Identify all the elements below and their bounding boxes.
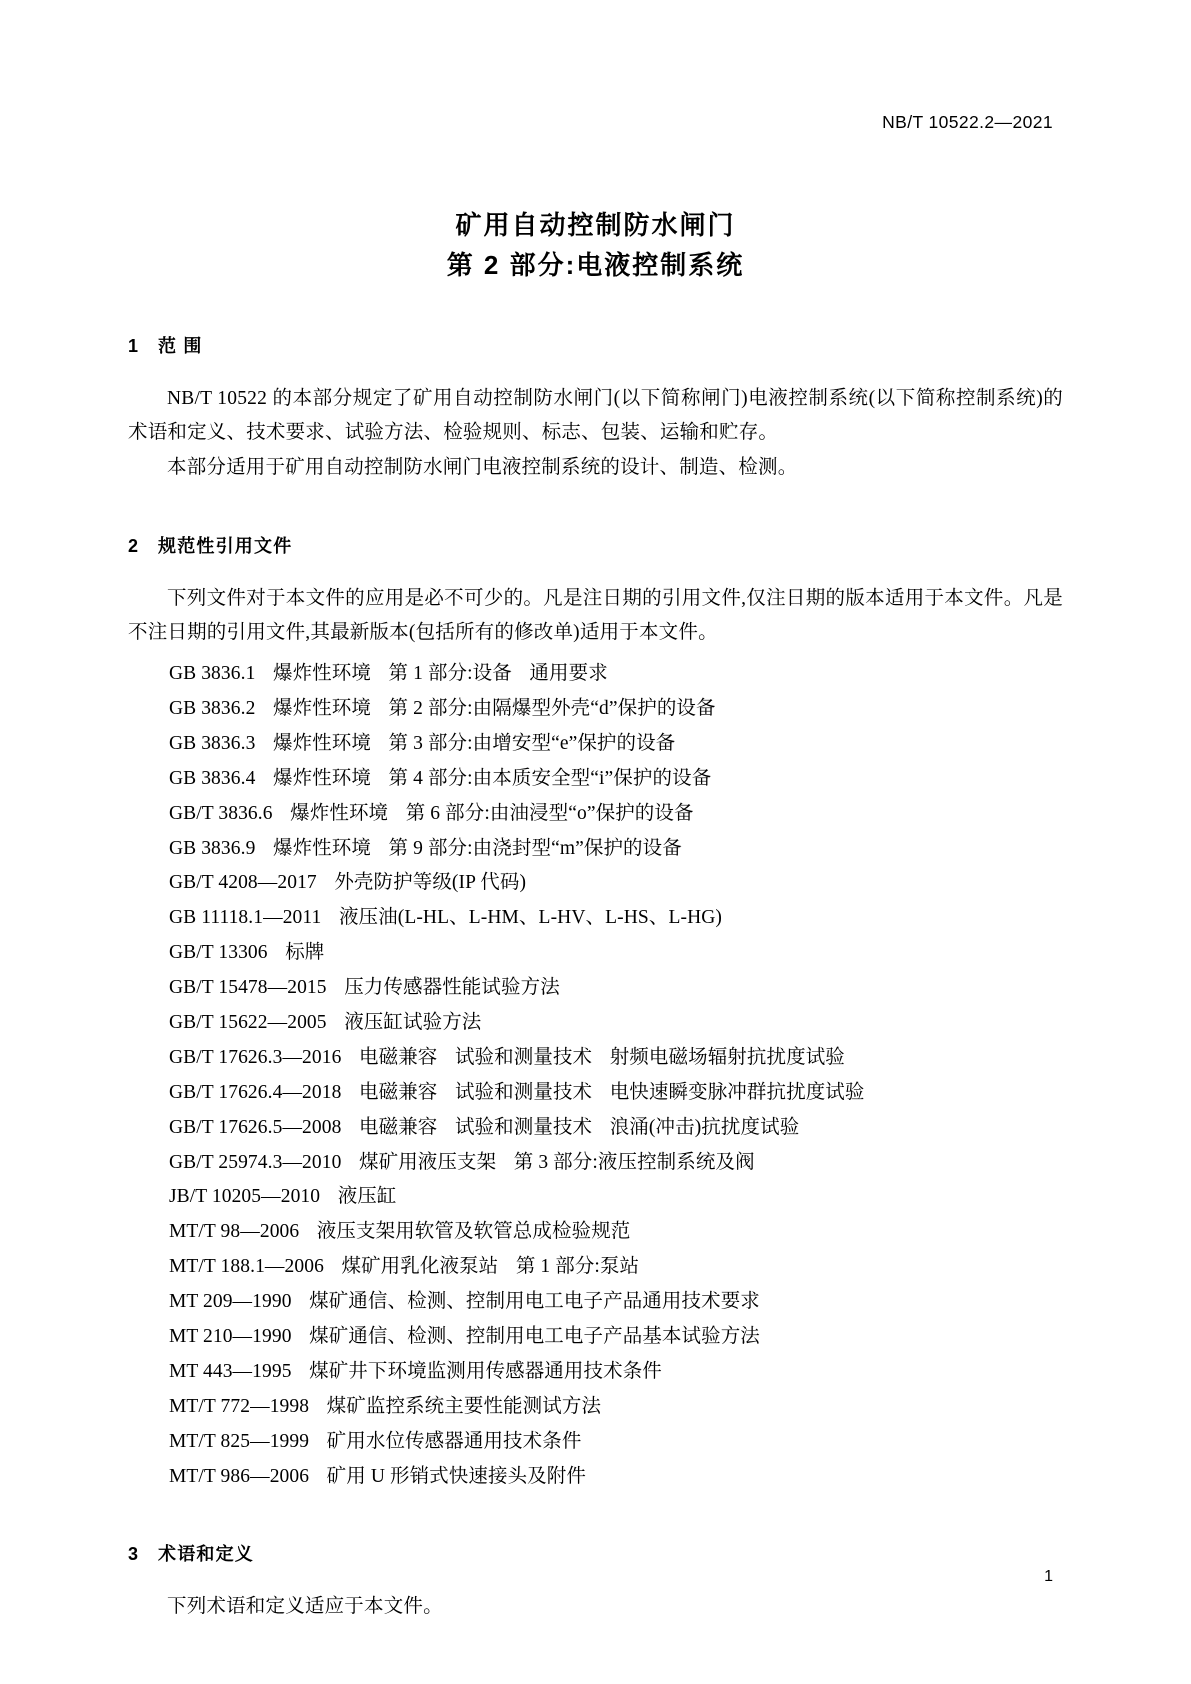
reference-part: 矿用 U 形销式快速接头及附件 <box>326 1465 586 1487</box>
list-item <box>128 1285 1063 1320</box>
list-item <box>128 971 1063 1006</box>
list-item <box>128 1460 1063 1495</box>
reference-part: 压力传感器性能试验方法 <box>344 977 560 999</box>
section-heading-1 <box>128 332 1063 358</box>
section-number-3: 3 <box>128 1544 140 1565</box>
reference-code: MT/T 98—2006 <box>168 1221 300 1243</box>
list-item <box>128 832 1063 867</box>
reference-extra: 射频电磁场辐射抗扰度试验 <box>609 1046 845 1068</box>
reference-code: GB/T 17626.3—2016 <box>168 1046 342 1068</box>
reference-code: MT 209—1990 <box>168 1291 292 1313</box>
reference-desc: 第 1 部分:泵站 <box>515 1256 640 1278</box>
reference-code: MT/T 986—2006 <box>168 1465 310 1487</box>
reference-desc: 试验和测量技术 <box>454 1046 593 1068</box>
reference-part: 液压缸试验方法 <box>344 1012 482 1034</box>
page-title <box>128 205 1063 286</box>
list-item <box>128 901 1063 936</box>
reference-part: 爆炸性环境 <box>272 837 371 859</box>
page-header <box>128 0 1063 133</box>
reference-part: 液压支架用软管及软管总成检验规范 <box>316 1221 631 1243</box>
reference-part: 爆炸性环境 <box>272 698 371 719</box>
list-item <box>128 657 1063 692</box>
reference-code: JB/T 10205—2010 <box>168 1186 321 1208</box>
reference-desc: 第 2 部分:由隔爆型外壳“d”保护的设备 <box>388 698 716 719</box>
reference-code: MT 210—1990 <box>168 1326 292 1348</box>
list-item <box>128 1041 1063 1076</box>
page-number: 1 <box>1044 1568 1053 1585</box>
reference-desc: 第 9 部分:由浇封型“m”保护的设备 <box>388 837 682 859</box>
list-item <box>128 1111 1063 1146</box>
list-item <box>128 692 1063 727</box>
reference-code: GB 3836.9 <box>168 837 256 859</box>
list-item <box>128 727 1063 762</box>
section-1-paragraph-2: 本部分适用于矿用自动控制防水闸门电液控制系统的设计、制造、检测。 <box>167 457 798 478</box>
reference-part: 电磁兼容 <box>359 1046 438 1068</box>
reference-part: 煤矿通信、检测、控制用电工电子产品基本试验方法 <box>309 1326 760 1348</box>
reference-part: 爆炸性环境 <box>272 767 371 789</box>
reference-extra: 浪涌(冲击)抗扰度试验 <box>609 1116 800 1138</box>
reference-part: 煤矿用液压支架 <box>359 1151 497 1173</box>
reference-code: GB 3836.1 <box>168 663 256 685</box>
list-item <box>128 1250 1063 1285</box>
list-item <box>128 866 1063 901</box>
reference-part: 爆炸性环境 <box>272 663 371 685</box>
reference-code: GB/T 3836.6 <box>168 802 273 824</box>
section-title-2: 规范性引用文件 <box>158 535 293 556</box>
reference-part: 煤矿监控系统主要性能测试方法 <box>326 1395 602 1417</box>
section-title-1: 范 围 <box>158 335 203 356</box>
reference-code: GB 3836.3 <box>168 732 256 754</box>
list-item <box>128 1355 1063 1390</box>
section-3-paragraph-1: 下列术语和定义适应于本文件。 <box>167 1596 443 1618</box>
reference-part: 爆炸性环境 <box>272 732 371 754</box>
reference-code: GB/T 4208—2017 <box>168 872 317 894</box>
section-number-2: 2 <box>128 535 140 556</box>
reference-part: 液压缸 <box>337 1186 397 1208</box>
reference-code: GB/T 15622—2005 <box>168 1012 327 1034</box>
section-1-paragraph-1: NB/T 10522 的本部分规定了矿用自动控制防水闸门(以下简称闸门)电液控制系统(以下简称控制系统)的术语和定义、技术要求、试验方法、检验规则、标志、包装、运输和贮存。 <box>128 387 1063 444</box>
reference-code: GB/T 13306 <box>168 942 268 964</box>
list-item <box>128 1425 1063 1460</box>
reference-part: 煤矿通信、检测、控制用电工电子产品通用技术要求 <box>309 1291 760 1313</box>
reference-part: 煤矿井下环境监测用传感器通用技术条件 <box>309 1360 662 1382</box>
reference-desc: 试验和测量技术 <box>454 1081 593 1103</box>
reference-desc: 第 1 部分:设备 <box>388 663 512 685</box>
normative-references-list <box>128 657 1063 1494</box>
reference-code: MT/T 188.1—2006 <box>168 1256 324 1278</box>
reference-code: GB 3836.2 <box>168 698 256 719</box>
reference-code: GB 11118.1—2011 <box>168 907 322 929</box>
reference-code: GB/T 17626.4—2018 <box>168 1081 342 1103</box>
reference-part: 标牌 <box>285 942 325 964</box>
reference-part: 矿用水位传感器通用技术条件 <box>326 1430 582 1452</box>
section-2-paragraph-1: 下列文件对于本文件的应用是必不可少的。凡是注日期的引用文件,仅注日期的版本适用于本文件。凡是不注日期的引用文件,其最新版本(包括所有的修改单)适用于本文件。 <box>128 587 1063 644</box>
list-item <box>128 1180 1063 1215</box>
section-heading-2 <box>128 532 1063 558</box>
list-item <box>128 1076 1063 1111</box>
list-item <box>128 1146 1063 1181</box>
reference-part: 电磁兼容 <box>359 1081 438 1103</box>
reference-desc: 第 4 部分:由本质安全型“i”保护的设备 <box>388 767 712 789</box>
list-item <box>128 1006 1063 1041</box>
list-item <box>128 1320 1063 1355</box>
reference-code: GB/T 17626.5—2008 <box>168 1116 342 1138</box>
reference-code: MT/T 825—1999 <box>168 1430 310 1452</box>
title-line-1: 矿用自动控制防水闸门 <box>455 210 736 240</box>
reference-code: MT/T 772—1998 <box>168 1395 310 1417</box>
title-line-2: 第 2 部分:电液控制系统 <box>446 250 745 281</box>
section-title-3: 术语和定义 <box>158 1544 254 1565</box>
reference-desc: 试验和测量技术 <box>454 1116 593 1138</box>
reference-desc: 第 3 部分:由增安型“e”保护的设备 <box>388 732 676 754</box>
reference-desc: 第 3 部分:液压控制系统及阀 <box>513 1151 755 1173</box>
list-item <box>128 936 1063 971</box>
reference-code: GB/T 25974.3—2010 <box>168 1151 342 1173</box>
section-number-1: 1 <box>128 335 140 356</box>
reference-part: 煤矿用乳化液泵站 <box>341 1256 499 1278</box>
reference-part: 电磁兼容 <box>359 1116 438 1138</box>
section-heading-3 <box>128 1540 1063 1566</box>
reference-code: MT 443—1995 <box>168 1360 292 1382</box>
reference-part: 液压油(L-HL、L-HM、L-HV、L-HS、L-HG) <box>338 907 723 929</box>
reference-part: 爆炸性环境 <box>290 802 389 824</box>
list-item <box>128 797 1063 832</box>
reference-extra: 电快速瞬变脉冲群抗扰度试验 <box>609 1081 865 1103</box>
reference-part: 外壳防护等级(IP 代码) <box>334 872 527 894</box>
reference-extra: 通用要求 <box>529 663 608 685</box>
reference-code: GB/T 15478—2015 <box>168 977 327 999</box>
reference-desc: 第 6 部分:由油浸型“o”保护的设备 <box>405 802 694 824</box>
list-item <box>128 762 1063 797</box>
list-item <box>128 1390 1063 1425</box>
reference-code: GB 3836.4 <box>168 767 256 789</box>
list-item <box>128 1215 1063 1250</box>
standard-number: NB/T 10522.2—2021 <box>882 112 1053 132</box>
